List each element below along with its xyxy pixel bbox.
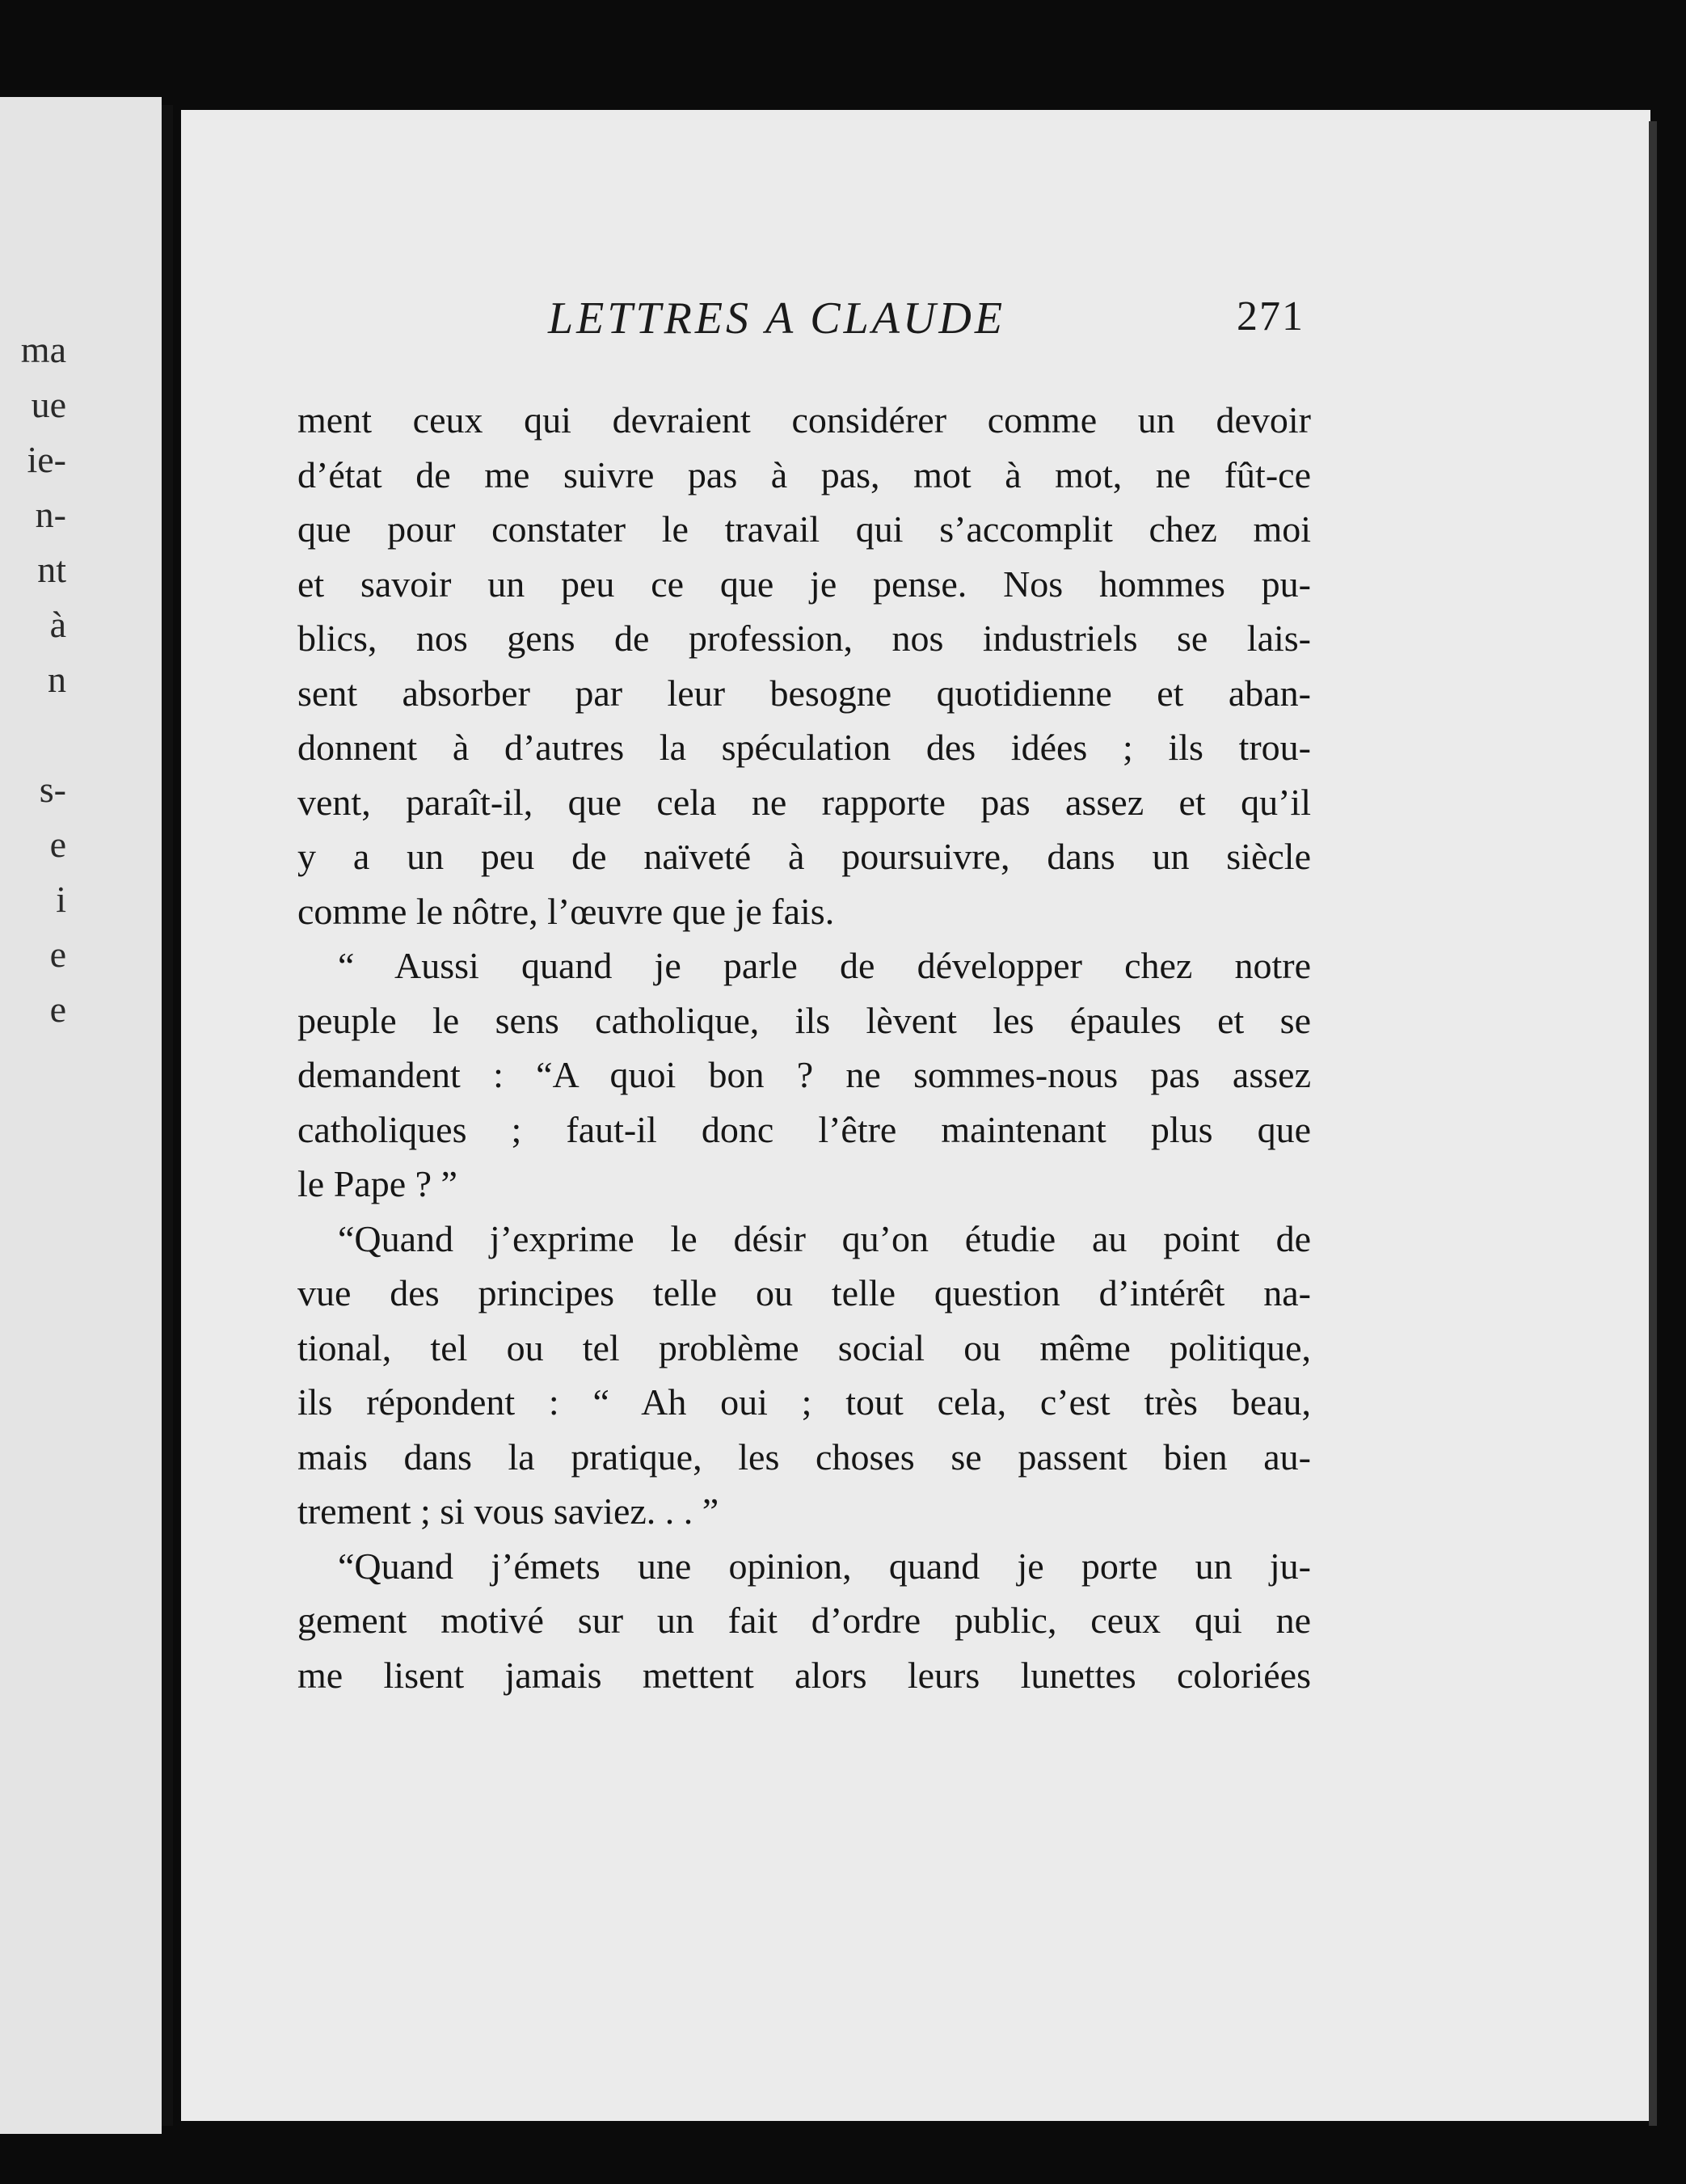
facing-page-text-fragment: s- — [39, 769, 66, 810]
running-head — [181, 293, 1650, 357]
facing-page-text-fragment: e — [49, 989, 66, 1030]
text-line: d’état de me suivre pas à pas, mot à mot, ne fût-ce — [297, 453, 1311, 495]
facing-page-text-fragment: ue — [31, 384, 66, 425]
text-line: tional, tel ou tel problème social ou même politique, — [297, 1326, 1311, 1368]
text-line: comme le nôtre, l’œuvre que je fais. — [297, 890, 835, 932]
text-line: sent absorber par leur besogne quotidienne et aban- — [297, 672, 1311, 714]
book-gutter — [162, 105, 173, 2126]
facing-page-text-fragment: e — [49, 934, 66, 975]
running-head-title: LETTRES A CLAUDE — [548, 293, 1006, 344]
text-line: trement ; si vous saviez. . . ” — [297, 1490, 719, 1532]
text-line: et savoir un peu ce que je pense. Nos hommes pu- — [297, 563, 1311, 605]
text-line: “Quand j’émets une opinion, quand je porte un ju- — [338, 1545, 1311, 1587]
facing-page-text-fragment: ma — [20, 329, 66, 370]
page-number: 271 — [1237, 293, 1305, 339]
body-text — [297, 393, 1311, 1702]
text-line: “Quand j’exprime le désir qu’on étudie au point de — [338, 1217, 1311, 1259]
text-line: y a un peu de naïveté à poursuivre, dans un siècle — [297, 836, 1311, 877]
facing-page-text-fragment: n- — [35, 494, 66, 535]
facing-page-text-fragment: i — [56, 879, 66, 920]
text-line: demandent : “A quoi bon ? ne sommes-nous pas assez — [297, 1054, 1311, 1095]
text-line: ment ceux qui devraient considérer comme un devoir — [297, 399, 1311, 441]
text-line: “ Aussi quand je parle de développer chez notre — [338, 945, 1311, 986]
book-page — [181, 110, 1650, 2121]
text-line: vent, paraît-il, que cela ne rapporte pas assez et qu’il — [297, 781, 1311, 823]
text-line: blics, nos gens de profession, nos industriels se lais- — [297, 618, 1311, 659]
facing-page-text-fragment: ie- — [27, 439, 66, 480]
text-line: mais dans la pratique, les choses se passent bien au- — [297, 1436, 1311, 1478]
text-line: catholiques ; faut-il donc l’être maintenant plus que — [297, 1108, 1311, 1150]
text-line: le Pape ? ” — [297, 1163, 457, 1204]
text-line: peuple le sens catholique, ils lèvent les épaules et se — [297, 999, 1311, 1041]
facing-page-text-fragment: n — [48, 659, 66, 700]
text-line: que pour constater le travail qui s’accomplit chez moi — [297, 508, 1311, 550]
facing-page-text-fragment: à — [49, 604, 66, 645]
text-line: vue des principes telle ou telle question d’intérêt na- — [297, 1272, 1311, 1313]
text-line: gement motivé sur un fait d’ordre public, ceux qui ne — [297, 1600, 1311, 1641]
facing-page-text-fragment: e — [49, 824, 66, 865]
text-line: donnent à d’autres la spéculation des idées ; ils trou- — [297, 727, 1311, 768]
text-line: me lisent jamais mettent alors leurs lunettes coloriées — [297, 1654, 1311, 1696]
text-line: ils répondent : “ Ah oui ; tout cela, c’est très beau, — [297, 1381, 1311, 1423]
facing-page-fragment — [0, 97, 162, 2134]
page-edge-shadow — [1649, 121, 1657, 2126]
facing-page-text-fragment: nt — [37, 549, 66, 590]
